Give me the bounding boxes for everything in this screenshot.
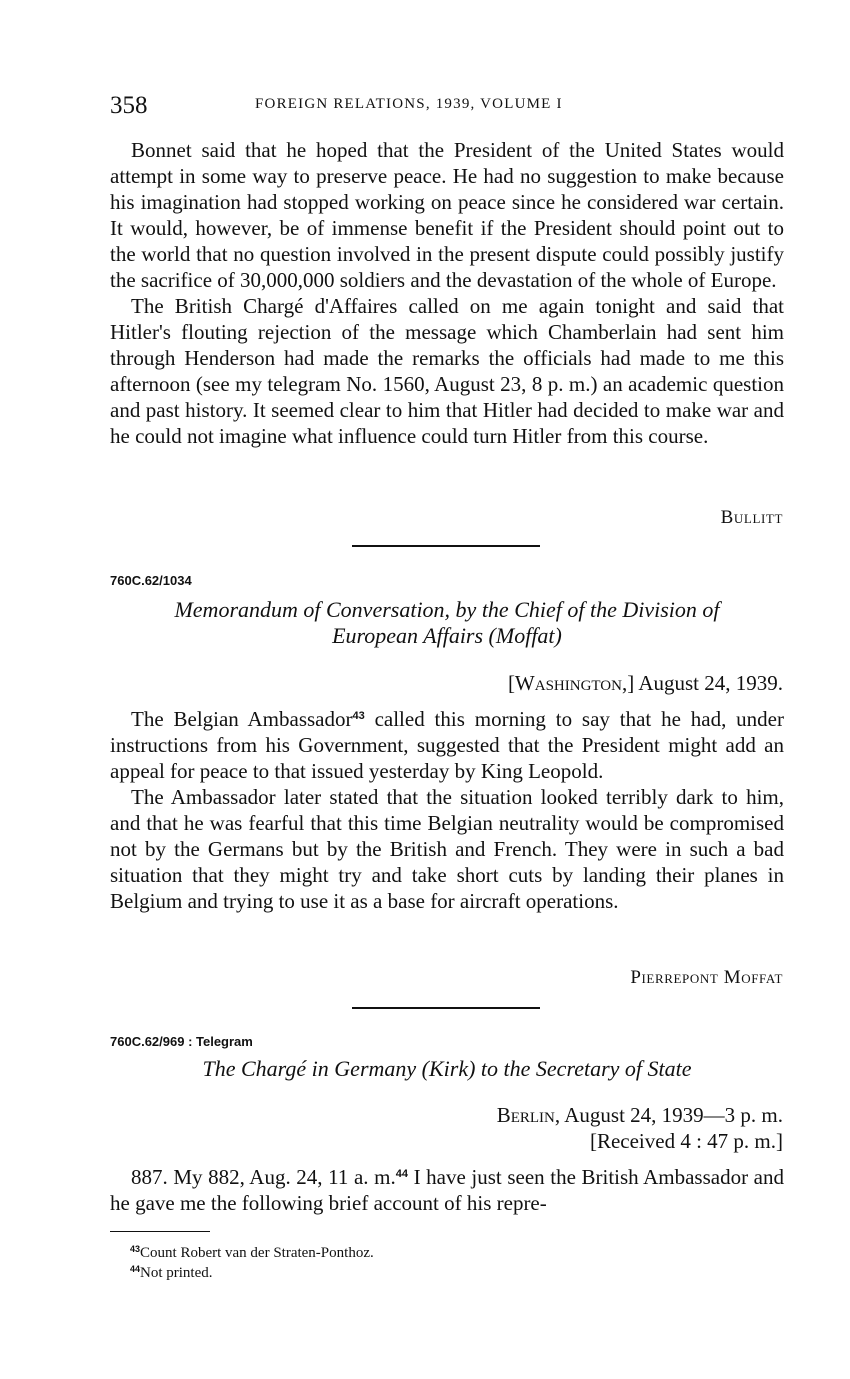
doc1-paragraph-2: The British Chargé d'Affaires called on me again tonight and said that Hitler's flouting rejection of the message which Chamberlain had sent him through Henderson had made the remarks the officials had made to me this afternoon (see my telegram No. 1560, August 23, 8 p. m.) an academic question and past history. It seemed clear to him that Hitler had decided to make war and he could not imagine what influence could turn Hitler from this course. (110, 294, 784, 448)
footnote-mark: 44 (130, 1264, 141, 1274)
footnote-ref-43: 43 (352, 710, 365, 722)
section-divider-2 (352, 1007, 540, 1009)
doc1-paragraph-1: Bonnet said that he hoped that the President of the United States would attempt in some way to preserve peace. He had no suggestion to make because his imagination had stopped working on peace since he considered war certain. It would, however, be of immense benefit if the President should point out to the world that no question involved in the present dispute could possibly justify the sacrifice of 30,000,000 soldiers and the devastation of the whole of Europe. (110, 138, 784, 292)
doc1-signature: Bullitt (720, 507, 783, 528)
page-header (110, 92, 790, 122)
doc2-title (110, 597, 784, 649)
doc1-body (110, 137, 784, 449)
footnote-ref-44: 44 (395, 1168, 408, 1180)
footnote-text: Not printed. (140, 1265, 213, 1281)
doc3-paragraph-1 (110, 1164, 784, 1216)
doc3-body (110, 1164, 784, 1216)
doc3-dateline (497, 1103, 783, 1128)
doc2-paragraph-1-start: The Belgian Ambassador (131, 707, 353, 731)
doc3-file-number: 760C.62/969 : Telegram (110, 1034, 253, 1049)
doc3-paragraph-1-rest: I have just seen the British Ambassador and he gave me the following brief account of his repre- (110, 1165, 785, 1215)
doc2-date-place: [Washington,] (507, 671, 635, 695)
footnote-text: Count Robert van der Straten-Ponthoz. (140, 1245, 374, 1261)
doc2-signature: Pierrepont Moffat (630, 967, 783, 988)
footnote-44 (130, 1264, 213, 1283)
doc3-paragraph-1-start: 887. My 882, Aug. 24, 11 a. m. (131, 1165, 396, 1189)
doc2-body (110, 706, 784, 914)
doc2-paragraph-1-rest: called this morning to say that he had, under instructions from his Government, suggested that the President might add an appeal for peace to that issued yesterday by King Leopold. (110, 707, 784, 783)
doc2-date: August 24, 1939. (638, 671, 783, 695)
doc2-title-line-1: Memorandum of Conversation, by the Chief of the Division of (174, 597, 720, 622)
running-title: FOREIGN RELATIONS, 1939, VOLUME I (255, 96, 563, 112)
doc3-date: August 24, 1939—3 p. m. (564, 1103, 783, 1127)
doc2-title-line-2: European Affairs (Moffat) (332, 623, 562, 648)
doc2-file-number: 760C.62/1034 (110, 573, 192, 588)
footnote-mark: 43 (130, 1244, 141, 1254)
doc2-paragraph-2: The Ambassador later stated that the situation looked terribly dark to him, and that he was fearful that this time Belgian neutrality would be compromised not by the Germans but by the British and French. They were in such a bad situation that they might try and take short cuts by landing their planes in Belgium and trying to use it as a base for aircraft operations. (110, 785, 784, 913)
doc3-date-place: Berlin, (496, 1103, 561, 1127)
doc3-received: [Received 4 : 47 p. m.] (589, 1129, 783, 1153)
footnote-rule (110, 1231, 210, 1232)
section-divider (352, 545, 540, 547)
doc2-dateline (508, 671, 783, 696)
doc2-paragraph-1 (110, 706, 784, 784)
page-number: 358 (110, 92, 148, 119)
doc3-title: The Chargé in Germany (Kirk) to the Secretary of State (202, 1056, 692, 1081)
footnote-43 (130, 1244, 374, 1263)
